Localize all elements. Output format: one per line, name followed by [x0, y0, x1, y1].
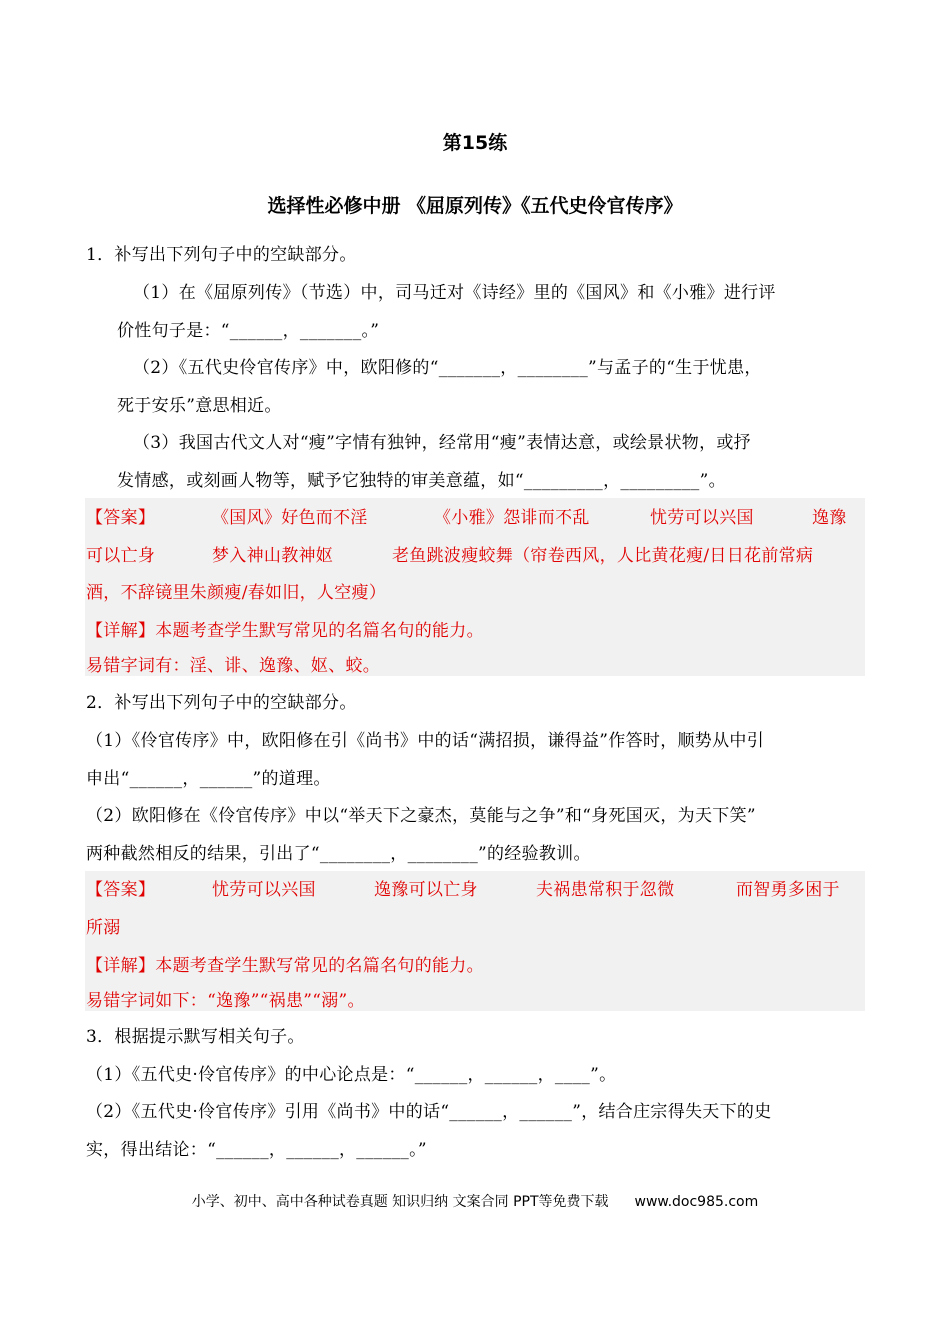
q1-part1-line1: （1）在《屈原列传》（节选）中，司马迁对《诗经》里的《国风》和《小雅》进行评 — [133, 283, 776, 303]
page-footer — [0, 1191, 950, 1211]
q2-part1-line1: （1）《伶官传序》中，欧阳修在引《尚书》中的话“满招损，谦得益”作答时，顺势从中引 — [86, 731, 764, 751]
answer-tag: 【答案】 — [86, 508, 156, 528]
answer-item: 可以亡身 — [86, 546, 156, 566]
answer-item: 夫祸患常积于忽微 — [536, 880, 675, 900]
q1-detail — [86, 619, 866, 643]
q3-part2-line2: 实，得出结论：“______，______，______。” — [86, 1140, 427, 1160]
q2-error-words: 易错字词如下：“逸豫”“祸患”“溺”。 — [86, 991, 365, 1011]
page-subtitle: 选择性必修中册 《屈原列传》《五代史伶官传序》 — [267, 195, 683, 217]
q1-error-words: 易错字词有：淫、诽、逸豫、妪、蛟。 — [86, 656, 381, 676]
q2-answer-row1 — [86, 878, 866, 902]
answer-item: 《国风》好色而不淫 — [212, 508, 368, 528]
q1-part3-line1: （3）我国古代文人对“瘦”字情有独钟，经常用“瘦”表情达意，或绘景状物，或抒 — [133, 433, 751, 453]
page-title: 第15练 — [442, 132, 508, 154]
answer-item: 逸豫可以亡身 — [374, 880, 478, 900]
answer-item: 而智勇多困于 — [736, 880, 840, 900]
q1-part1-line2: 价性句子是：“______，_______。” — [117, 321, 380, 341]
q2-part1-line2: 申出“______，______”的道理。 — [86, 769, 331, 789]
footer-text: 小学、初中、高中各种试卷真题 知识归纳 文案合同 PPT等免费下载 — [191, 1194, 609, 1210]
q1-answer-row2 — [86, 544, 866, 568]
answer-item: 梦入神山教神妪 — [212, 546, 334, 566]
q3-part1: （1）《五代史·伶官传序》的中心论点是：“______，______，____”。 — [86, 1065, 617, 1085]
answer-item: 忧劳可以兴国 — [650, 508, 754, 528]
answer-item: 逸豫 — [812, 508, 847, 528]
detail-text: 本题考查学生默写常见的名篇名句的能力。 — [155, 621, 484, 641]
detail-tag: 【详解】 — [86, 621, 156, 641]
q1-part2-line1: （2）《五代史伶官传序》中，欧阳修的“_______，________”与孟子的“生于忧患， — [133, 358, 762, 378]
q2-answer-row2: 所溺 — [86, 918, 121, 938]
q1-answer-row3: 酒，不辞镜里朱颜瘦/春如旧，人空瘦） — [86, 583, 387, 603]
answer-tag: 【答案】 — [86, 880, 156, 900]
q2-part2-line2: 两种截然相反的结果，引出了“________，________”的经验教训。 — [86, 844, 591, 864]
detail-text: 本题考查学生默写常见的名篇名句的能力。 — [155, 956, 484, 976]
footer-url[interactable]: www.doc985.com — [634, 1194, 759, 1210]
q2-part2-line1: （2）欧阳修在《伶官传序》中以“举天下之豪杰，莫能与之争”和“身死国灭，为天下笑” — [86, 806, 756, 826]
q1-part3-line2: 发情感，或刻画人物等，赋予它独特的审美意蕴，如“_________，_________”。 — [117, 471, 726, 491]
q1-stem: 1．补写出下列句子中的空缺部分。 — [86, 245, 357, 265]
answer-item: 《小雅》怨诽而不乱 — [434, 508, 590, 528]
q1-part2-line2: 死于安乐”意思相近。 — [117, 396, 282, 416]
q2-stem: 2．补写出下列句子中的空缺部分。 — [86, 693, 357, 713]
answer-item: 忧劳可以兴国 — [212, 880, 316, 900]
q3-part2-line1: （2）《五代史·伶官传序》引用《尚书》中的话“______，______”，结合庄宗得失天下的史 — [86, 1102, 772, 1122]
detail-tag: 【详解】 — [86, 956, 156, 976]
answer-item: 老鱼跳波瘦蛟舞（帘卷西风，人比黄花瘦/日日花前常病 — [392, 546, 814, 566]
q2-detail — [86, 954, 866, 978]
q1-answer-row1 — [86, 506, 866, 530]
q3-stem: 3．根据提示默写相关句子。 — [86, 1027, 305, 1047]
